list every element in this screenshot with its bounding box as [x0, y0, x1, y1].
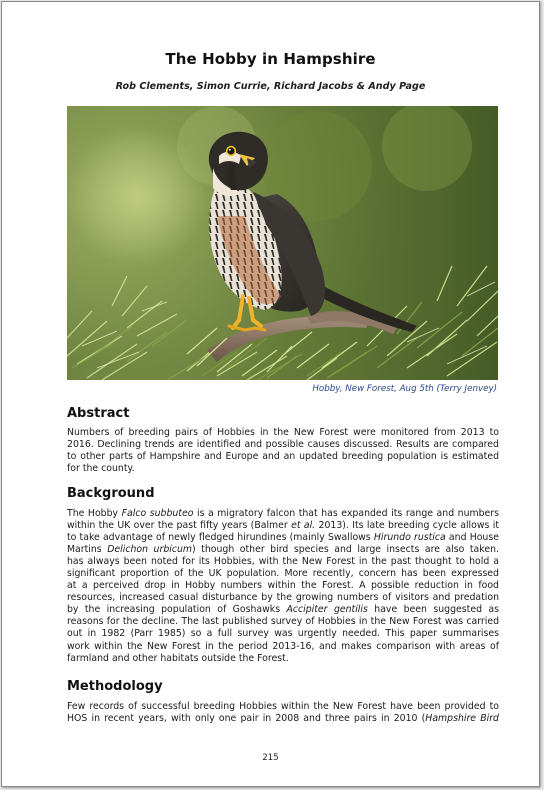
- italic-text: Falco subbuteo: [121, 508, 194, 519]
- article-authors: Rob Clements, Simon Currie, Richard Jacobs & Andy Page: [115, 81, 426, 92]
- document-page: [1, 1, 540, 787]
- text-run: out in 1982 (Parr 1985) so a full survey was urgently needed. This paper summarises: [67, 628, 499, 640]
- hobby-photo: [67, 106, 498, 380]
- methodology-heading: Methodology: [67, 679, 163, 694]
- background-line: [67, 616, 499, 628]
- methodology-line: [67, 713, 499, 725]
- background-line: [67, 508, 499, 520]
- text-run: The Hobby: [67, 508, 122, 519]
- text-run: and House: [445, 532, 499, 544]
- abstract-line: for the county.: [67, 463, 135, 475]
- background-line: [67, 641, 499, 653]
- background-line: [67, 604, 499, 616]
- italic-text: Hampshire Bird: [425, 713, 499, 725]
- photo-caption: Hobby, New Forest, Aug 5th (Terry Jenvey): [312, 384, 497, 394]
- background-line: [67, 592, 499, 604]
- abstract-line: Numbers of breeding pairs of Hobbies in the New Forest were monitored from 2013 to: [67, 427, 499, 438]
- background-line: [67, 544, 499, 556]
- text-run: ) though other bird species and large insects are also taken.: [192, 544, 499, 556]
- text-run: Few records of successful breeding Hobbies within the New Forest have been provided to: [67, 701, 499, 712]
- abstract-heading: Abstract: [67, 406, 130, 421]
- background-paragraph: [67, 508, 499, 665]
- background-line: [67, 628, 499, 640]
- text-run: reasons for the decline. The last published survey of Hobbies in the New Forest was carried: [67, 616, 499, 628]
- hobby-photo-illustration: [67, 106, 498, 380]
- text-run: significant proportion of the UK population. More recently, concern has been expressed: [67, 568, 499, 580]
- background-line: [67, 653, 499, 665]
- text-run: has always been noted for its Hobbies, with the New Forest in the past thought to hold a: [67, 556, 499, 568]
- text-run: work within the New Forest in the period 2013-16, and makes comparison with areas of: [67, 640, 499, 652]
- text-run: by the increasing population of Goshawks: [67, 604, 287, 616]
- italic-text: Accipiter gentilis: [286, 604, 368, 616]
- abstract-line: to other parts of Hampshire and Europe and an updated breeding population is estimated: [67, 451, 499, 463]
- text-run: Martins: [67, 544, 108, 556]
- text-run: at a perceived drop in Hobby numbers within the Forest. A possible reduction in food: [67, 580, 499, 592]
- abstract-paragraph: [67, 427, 499, 475]
- methodology-paragraph: [67, 701, 499, 725]
- methodology-line: [67, 701, 499, 713]
- page-number: 215: [262, 753, 279, 763]
- background-line: [67, 580, 499, 592]
- text-run: is a migratory falcon that has expanded its range and numbers: [193, 508, 499, 519]
- text-run: within the UK over the past fifty years (Balmer: [67, 520, 292, 532]
- abstract-line: 2016. Declining trends are identified and possible causes discussed. Results are compared: [67, 439, 499, 451]
- text-run: have been suggested as: [374, 604, 499, 616]
- background-line: [67, 556, 499, 568]
- text-run: to take advantage of newly fledged hirundines (mainly Swallows: [67, 532, 374, 544]
- background-line: [67, 568, 499, 580]
- background-line: [67, 532, 499, 544]
- background-heading: Background: [67, 486, 155, 501]
- italic-text: Delichon urbicum: [107, 544, 193, 556]
- text-run: 2013). Its late breeding cycle allows it: [315, 520, 499, 532]
- background-line: [67, 520, 499, 532]
- text-run: HOS in recent years, with only one pair in 2008 and three pairs in 2010 (: [67, 713, 426, 725]
- text-run: farmland and other habitats outside the Forest.: [67, 652, 289, 664]
- italic-text: Hirundo rustica: [373, 532, 446, 544]
- article-title: The Hobby in Hampshire: [165, 50, 376, 68]
- italic-text: et al.: [291, 520, 316, 532]
- text-run: resources, increased casual disturbance by the growing numbers of visitors and predation: [67, 592, 499, 604]
